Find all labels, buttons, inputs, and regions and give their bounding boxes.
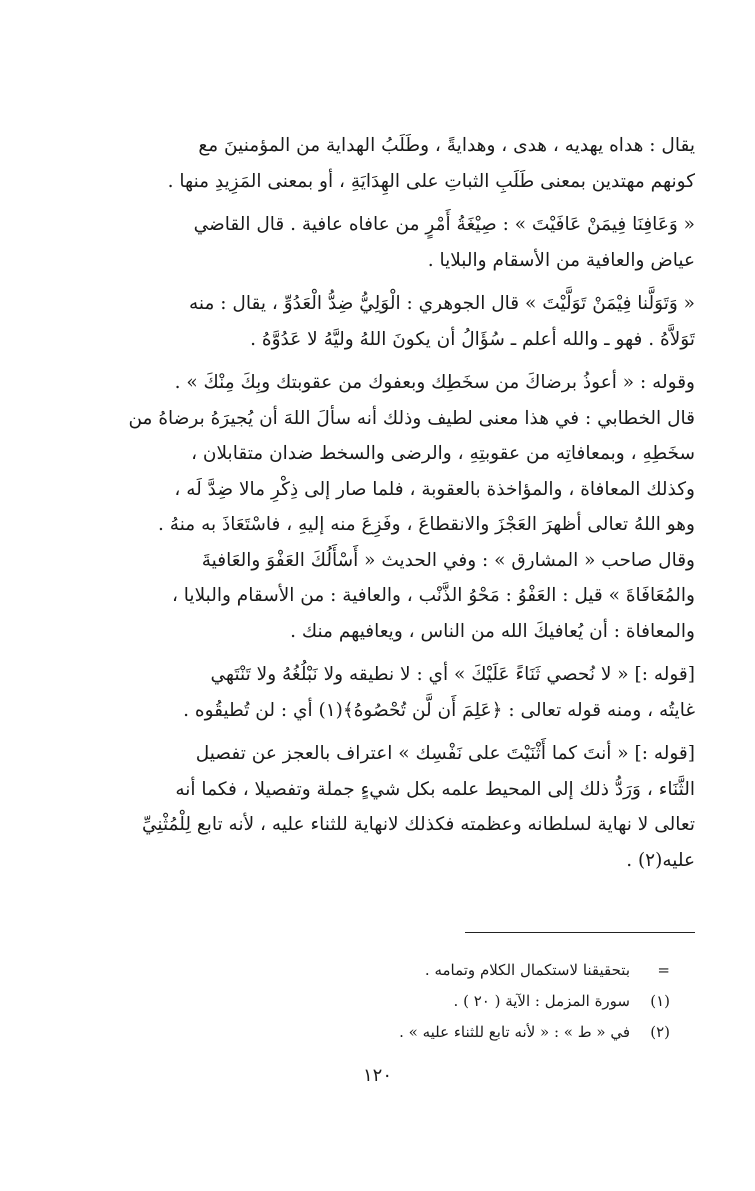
footnote-marker: (٢) [650, 1023, 670, 1041]
text-line: عليه(٢) . [626, 849, 695, 871]
footnote-1 [70, 986, 670, 1017]
footnote-text: في « ط » : « لأنه تابع للثناء عليه » . [399, 1023, 630, 1041]
text-line: والمُعَافَاةَ » قيل : العَفْوُ : مَحْوُ الذَّنْب ، والعافية : من الأسقام والبلايا ، [171, 585, 695, 606]
paragraph-hidaya [60, 128, 695, 199]
paragraph-tawalla [60, 286, 695, 357]
text-line: وكذلك المعافاة ، والمؤاخذة بالعقوبة ، فلما صار إلى ذِكْرِ مالا ضِدَّ لَه ، [174, 478, 695, 500]
footnote-marker: (١) [650, 992, 670, 1010]
footnote-2 [70, 1017, 670, 1048]
text-line: « وَعَافِنَا فِيمَنْ عَافَيْتَ » : صِيْغَةُ أَمْرٍ من عافاه عافية . قال القاضي [193, 214, 695, 235]
footnote-divider [465, 932, 695, 933]
paragraph-afiya [60, 207, 695, 278]
paragraph-audhu [60, 365, 695, 649]
text-line: وقوله : « أعوذُ برضاكَ من سخَطِك وبعفوك من عقوبتك وبِكَ مِنْكَ » . [174, 372, 695, 393]
text-line: يقال : هداه يهديه ، هدى ، وهدايةً ، وطَلَبُ الهداية من المؤمنينَ مع [198, 135, 695, 156]
text-line: قال الخطابي : في هذا معنى لطيف وذلك أنه سألَ اللهَ أن يُجيرَهُ برضاهُ من [128, 407, 695, 429]
text-line: وهو اللهُ تعالى أظهرَ العَجْزَ والانقطاعَ ، وفَزِعَ منه إليهِ ، فاسْتَعَاذَ به منهُ . [158, 514, 695, 535]
footnote-text: بتحقيقنا لاستكمال الكلام وتمامه . [424, 961, 630, 979]
text-line: « وَتَوَلَّنا فِيْمَنْ تَوَلَّيْتَ » قال الجوهري : الْوَلِيُّ ضِدُّ الْعَدُوِّ ، يقال : منه [189, 293, 695, 314]
text-line: الثَّنَاء ، وَرَدُّ ذلك إلى المحيط علمه بكل شيءٍ جملة وتفصيلا ، فكما أنه [175, 778, 695, 800]
footnote-text: سورة المزمل : الآية ( ٢٠ ) . [453, 992, 630, 1010]
footnote-continuation [70, 955, 670, 986]
text-line: عياض والعافية من الأسقام والبلايا . [427, 249, 695, 271]
text-line: تَوَلاَّهُ . فهو ـ والله أعلم ـ سُؤَالُ أن يكونَ اللهُ وليَّهُ لا عَدُوَّهُ . [250, 328, 695, 350]
main-text [60, 128, 695, 886]
text-line: والمعافاة : أن يُعافيكَ الله من الناس ، ويعافيهم منك . [290, 620, 695, 642]
text-line: [قوله :] « أنتَ كما أَثْنَيْتَ على نَفْسِك » اعتراف بالعجز عن تفصيل [195, 743, 695, 764]
text-line: كونهم مهتدين بمعنى طَلَبِ الثباتِ على الهِدَايَةِ ، أو بمعنى المَزِيدِ منها . [167, 170, 695, 192]
paragraph-la-nuhsi [60, 657, 695, 728]
text-line: وقال صاحب « المشارق » : وفي الحديث « أَسْأَلُكَ العَفْوَ والعَافيةَ [201, 549, 695, 571]
footnote-marker: = [657, 961, 670, 979]
footnotes [70, 955, 670, 1048]
paragraph-anta [60, 736, 695, 878]
page-number: ١٢٠ [362, 1065, 392, 1086]
text-line: سخَطِهِ ، وبمعافاتِه من عقوبتِهِ ، والرضى والسخط ضدان متقابلان ، [191, 443, 695, 464]
text-line: غايتُه ، ومنه قوله تعالى : ﴿عَلِمَ أَن لَّن تُحْصُوهُ﴾(١) أي : لن تُطيقُوه . [183, 699, 695, 721]
text-line: [قوله :] « لا نُحصي ثَنَاءً عَلَيْكَ » أي : لا نطيقه ولا نَبْلُغُهُ ولا تَنْتَهي [210, 664, 695, 685]
text-line: تعالى لا نهاية لسلطانه وعظمته فكذلك لانهاية للثناء عليه ، لأنه تابع لِلْمُثْنِيِّ [141, 814, 695, 835]
